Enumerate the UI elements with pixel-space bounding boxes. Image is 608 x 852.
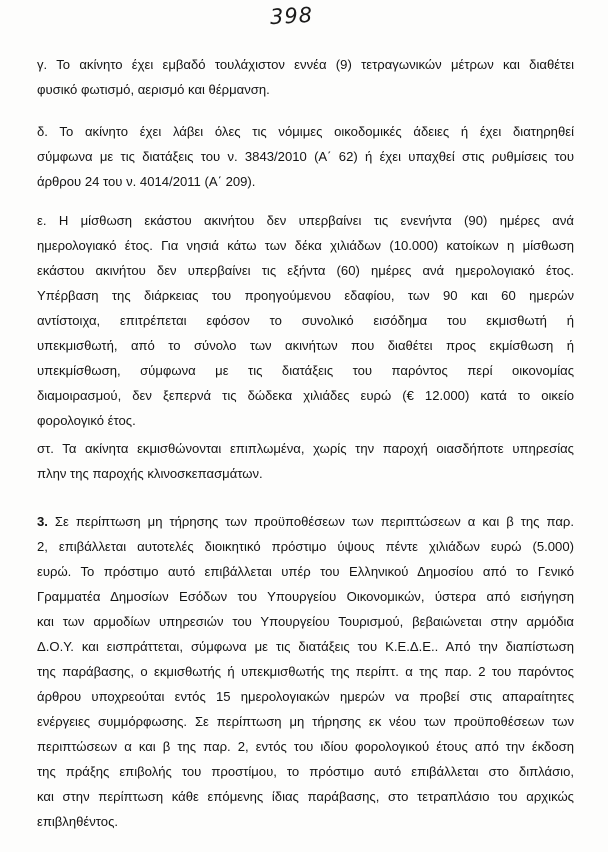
text-line: Γραμματέα Δημοσίων Εσόδων του Υπουργείου Οικονομικών, ύστερα από εισήγηση: [37, 589, 574, 604]
text-line: στ. Τα ακίνητα εκμισθώνονται επιπλωμένα, χωρίς την παροχή οιασδήποτε υπηρεσίας: [37, 441, 574, 456]
paragraph-gamma: [37, 52, 574, 102]
text-line: ενέργειες συμμόρφωσης. Σε περίπτωση μη τήρησης εκ νέου των προϋποθέσεων των: [37, 714, 574, 729]
text-line: δ. Το ακίνητο έχει λάβει όλες τις νόμιμες οικοδομικές άδειες ή έχει διατηρηθεί: [37, 124, 574, 139]
text-line: διαμοιρασμού, δεν ξεπερνά τις δώδεκα χιλιάδες ευρώ (€ 12.000) κατά το οικείο: [37, 388, 574, 403]
text-line: υπεκμίσθωση, σύμφωνα με τις διατάξεις του παρόντος περί οικονομίας: [37, 363, 574, 378]
handwritten-page-number: 398: [269, 2, 314, 30]
text-line: υπεκμισθωτή, από το σύνολο των ακινήτων που διαθέτει προς εκμίσθωση ή: [37, 338, 574, 353]
text-line: σύμφωνα με τις διατάξεις του ν. 3843/2010 (Α΄ 62) ή έχει υπαχθεί στις ρυθμίσεις του: [37, 149, 574, 164]
text-line: Υπέρβαση της διάρκειας του προηγούμενου εδαφίου, των 90 και 60 ημερών: [37, 288, 574, 303]
text-line: άρθρου 24 του ν. 4014/2011 (Α΄ 209).: [37, 174, 256, 189]
text-line: ημερολογιακό έτος. Για νησιά κάτω των δέκα χιλιάδων (10.000) κατοίκων η μίσθωση: [37, 238, 574, 253]
text-line: και των αρμοδίων υπηρεσιών του Υπουργείου Τουρισμού, βεβαιώνεται στην αρμόδια: [37, 614, 574, 629]
text-line: 2, επιβάλλεται αυτοτελές διοικητικό πρόστιμο ύψους πέντε χιλιάδων ευρώ (5.000): [37, 539, 574, 554]
paragraph-number: 3.: [37, 514, 48, 529]
text-line: Δ.Ο.Υ. και εισπράττεται, σύμφωνα με τις διατάξεις του Κ.Ε.Δ.Ε.. Από την διαπίστωση: [37, 639, 574, 654]
paragraph-epsilon: [37, 208, 574, 433]
text-line: [37, 509, 574, 534]
text-line: πλην της παροχής κλινοσκεπασμάτων.: [37, 466, 263, 481]
text-line: και στην περίπτωση κάθε επόμενης ίδιας παράβασης, στο τετραπλάσιο του αρχικώς: [37, 789, 574, 804]
text-line: αντίστοιχα, επιτρέπεται εφόσον το συνολικό εισόδημα του εκμισθωτή ή: [37, 313, 574, 328]
text-line: περιπτώσεων α και β της παρ. 2, εντός του ιδίου φορολογικού έτους από την έκδοση: [37, 739, 574, 754]
paragraph-delta: [37, 119, 574, 194]
text-line: ε. Η μίσθωση εκάστου ακινήτου δεν υπερβαίνει τις ενενήντα (90) ημέρες ανά: [37, 213, 574, 228]
text-line: άρθρου υποχρεούται εντός 15 ημερολογιακών ημερών να προβεί στις απαραίτητες: [37, 689, 574, 704]
text-line: ευρώ. Το πρόστιμο αυτό επιβάλλεται υπέρ του Ελληνικού Δημοσίου από το Γενικό: [37, 564, 574, 579]
text-line: φορολογικό έτος.: [37, 413, 136, 428]
text-line: φυσικό φωτισμό, αερισμό και θέρμανση.: [37, 82, 270, 97]
text-line: γ. Το ακίνητο έχει εμβαδό τουλάχιστον εννέα (9) τετραγωνικών μέτρων και διαθέτει: [37, 57, 574, 72]
text-fragment: Σε περίπτωση μη τήρησης των προϋποθέσεων των περιπτώσεων α και β της παρ.: [47, 514, 574, 529]
paragraph-3: [37, 509, 574, 834]
text-line: εκάστου ακινήτου δεν υπερβαίνει τις εξήντα (60) ημέρες ανά ημερολογιακό έτος.: [37, 263, 574, 278]
text-line: επιβληθέντος.: [37, 814, 119, 829]
text-line: της παράβασης, ο εκμισθωτής ή υπεκμισθωτής της περίπτ. α της παρ. 2 του παρόντος: [37, 664, 574, 679]
text-line: της πράξης επιβολής του προστίμου, το πρόστιμο αυτό επιβάλλεται στο διπλάσιο,: [37, 764, 574, 779]
paragraph-st: [37, 436, 574, 486]
